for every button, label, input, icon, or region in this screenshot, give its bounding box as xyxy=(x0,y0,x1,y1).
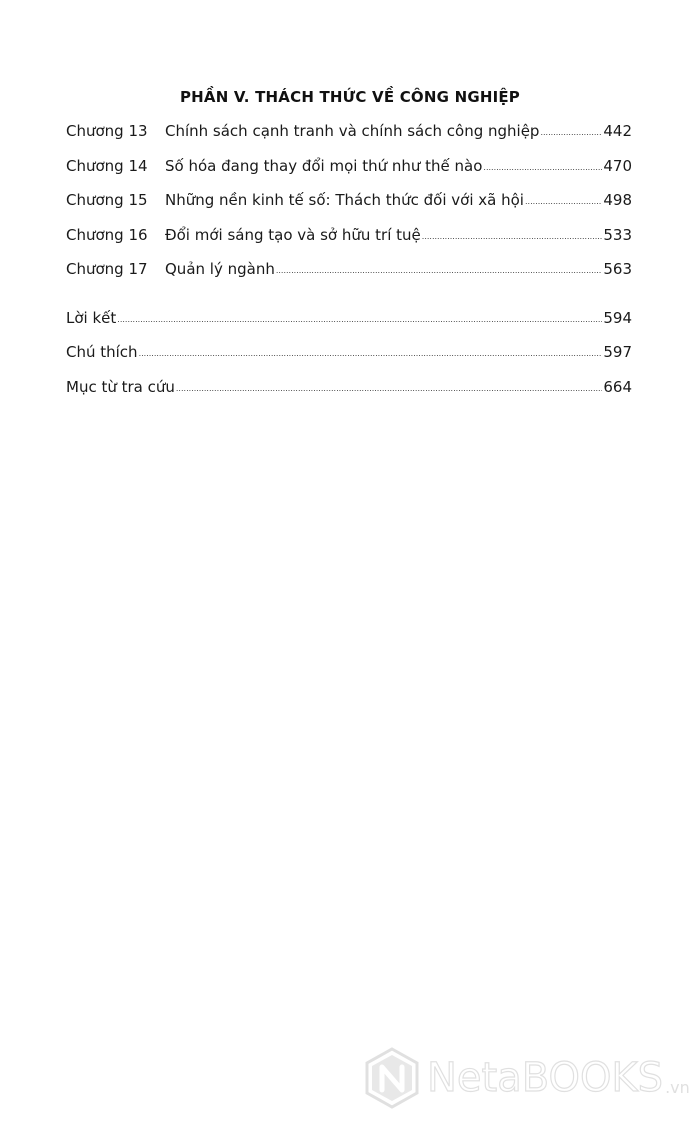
entry-title: Chú thích xyxy=(66,343,138,361)
page-number: 563 xyxy=(603,260,632,278)
toc-entry-chapter-17[interactable] xyxy=(66,260,632,295)
chapter-label: Chương 13 xyxy=(66,122,148,140)
toc-entry-chapter-13[interactable] xyxy=(66,122,632,157)
page-number: 594 xyxy=(603,308,632,327)
entry-title: Lời kết xyxy=(66,308,117,327)
dot-leader xyxy=(276,259,603,277)
chapter-label: Chương 17 xyxy=(66,260,148,278)
page-number: 498 xyxy=(603,191,632,209)
dot-leader xyxy=(525,190,602,208)
page-number: 597 xyxy=(603,343,632,361)
toc-entry-chapter-15[interactable] xyxy=(66,191,632,226)
dot-leader xyxy=(117,308,602,326)
chapter-title: Số hóa đang thay đổi mọi thứ như thế nào xyxy=(165,156,483,175)
dot-leader xyxy=(176,377,602,395)
entry-title: Mục từ tra cứu xyxy=(66,377,175,396)
chapter-title: Những nền kinh tế số: Thách thức đối với xã hội xyxy=(165,191,524,209)
page-number: 533 xyxy=(603,225,632,244)
toc-entry-index[interactable] xyxy=(66,378,632,413)
toc-entry-chapter-14[interactable] xyxy=(66,157,632,192)
chapter-label: Chương 16 xyxy=(66,225,148,244)
chapter-title: Quản lý ngành xyxy=(165,260,275,278)
chapter-title: Đổi mới sáng tạo và sở hữu trí tuệ xyxy=(165,225,421,244)
page-number: 470 xyxy=(603,156,632,175)
toc-entry-notes[interactable] xyxy=(66,343,632,378)
watermark-brand: NetaBOOKS xyxy=(427,1055,664,1101)
page-number: 664 xyxy=(603,377,632,396)
toc-entry-chapter-16[interactable] xyxy=(66,226,632,261)
chapter-label: Chương 14 xyxy=(66,156,148,175)
table-of-contents xyxy=(66,122,632,412)
watermark-suffix: .vn xyxy=(665,1078,690,1097)
page-number: 442 xyxy=(603,122,632,140)
dot-leader xyxy=(139,342,603,360)
watermark xyxy=(363,1043,693,1113)
section-spacer xyxy=(66,295,632,309)
dot-leader xyxy=(540,121,602,139)
toc-entry-conclusion[interactable] xyxy=(66,309,632,344)
dot-leader xyxy=(483,156,602,174)
dot-leader xyxy=(422,225,603,243)
chapter-title: Chính sách cạnh tranh và chính sách công nghiệp xyxy=(165,122,540,140)
chapter-label: Chương 15 xyxy=(66,191,148,209)
part-title: PHẦN V. THÁCH THỨC VỀ CÔNG NGHIỆP xyxy=(179,88,521,106)
netabooks-logo-icon xyxy=(363,1046,421,1110)
